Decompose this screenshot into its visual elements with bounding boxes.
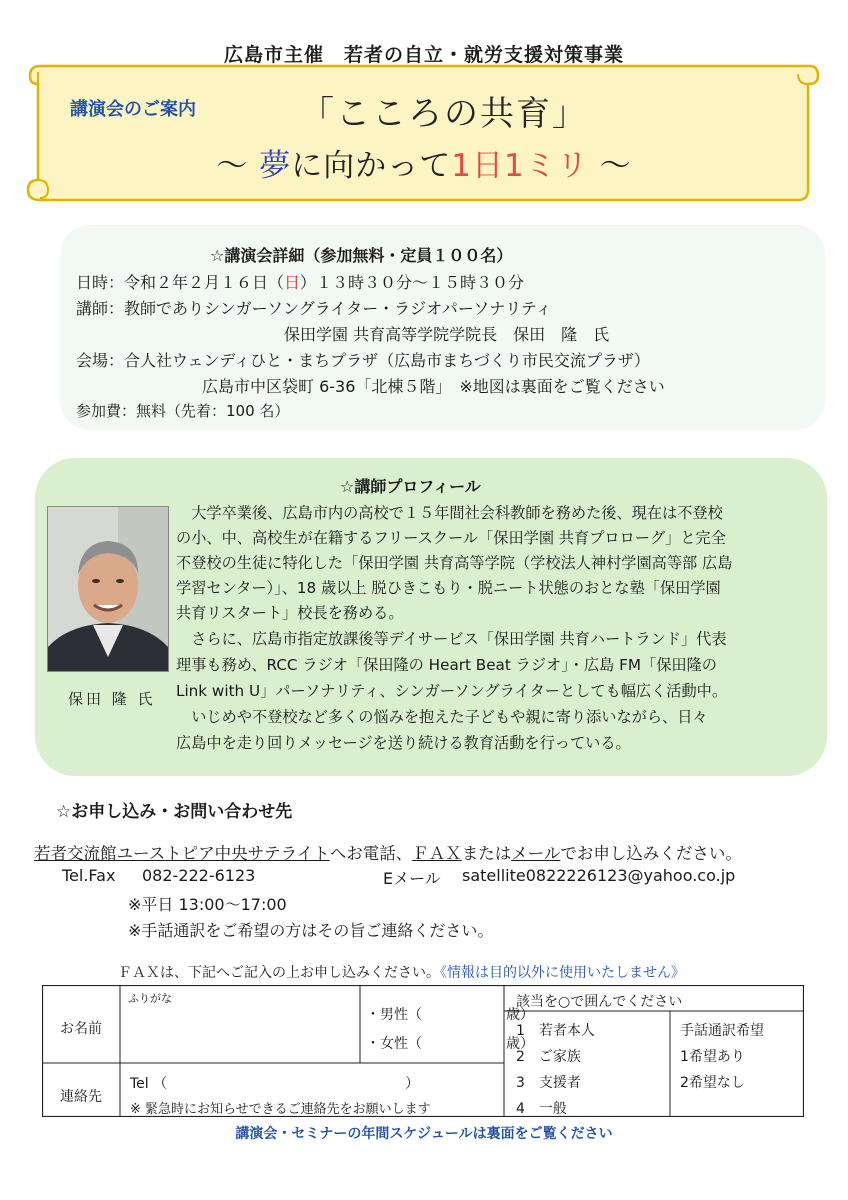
details-heading: ☆講演会詳細（参加無料・定員１００名）: [210, 246, 513, 265]
furigana-label: ふりがな: [128, 992, 172, 1005]
name-label: お名前: [60, 1021, 102, 1037]
profile-line: 共育リスタート」校長を務める。: [176, 604, 404, 622]
contact-heading: ☆お申し込み・お問い合わせ先: [56, 802, 293, 822]
office-hours: ※平日 13:00〜17:00: [128, 895, 287, 914]
sign-option[interactable]: 1希望あり: [680, 1049, 745, 1065]
profile-line: いじめや不登校など多くの悩みを抱えた子どもや親に寄り添いながら、日々: [176, 708, 708, 726]
mail-word: メール: [511, 844, 561, 863]
option-item[interactable]: 4 一般: [516, 1101, 567, 1117]
speaker-photo: [47, 506, 169, 672]
subtitle-open: 〜: [216, 148, 260, 184]
tel-field[interactable]: Tel （ ）: [130, 1076, 420, 1092]
tel-note: ※ 緊急時にお知らせできるご連絡先をお願いします: [130, 1102, 431, 1117]
sign-option[interactable]: 2希望なし: [680, 1075, 745, 1091]
subtitle-mid: に向かって: [291, 148, 452, 184]
venue-row: 会場：合人社ウェンディひと・まちプラザ（広島市まちづくり市民交流プラザ）: [76, 351, 650, 370]
subtitle-close: 〜: [588, 148, 632, 184]
lecturer-row: 講師：教師でありシンガーソングライター・ラジオパーソナリティ: [76, 299, 552, 318]
fee-row: 参加費：無料（先着：100 名）: [76, 402, 290, 420]
male-option[interactable]: ・男性（ 歳）: [366, 1007, 534, 1023]
profile-heading: ☆講師プロフィール: [340, 477, 481, 496]
email-label: Eメール: [383, 869, 441, 888]
organizer-title: 広島市主催 若者の自立・就労支援対策事業: [223, 44, 624, 66]
profile-line: 学習センター）」、18 歳以上 脱ひきこもり・脱ニート状態のおとな塾「保田学園: [176, 579, 721, 597]
contact-instructions: 若者交流館ユーストピア中央サテライトへお電話、ＦＡＸまたはメールでお申し込みください。: [34, 844, 742, 863]
profile-line: Link with U」パーソナリティ、シンガーソングライターとしても幅広く活動中。: [176, 682, 728, 700]
privacy-note: 《情報は目的以外に使用いたしません》: [440, 965, 685, 981]
option-item[interactable]: 2 ご家族: [516, 1049, 581, 1065]
profile-line: の小、中、高校生が在籍するフリースクール「保田学園 共育プロローグ」と完全: [176, 529, 726, 547]
contact-label: 連絡先: [60, 1089, 102, 1105]
option-item[interactable]: 1 若者本人: [516, 1023, 595, 1039]
footer-note: 講演会・セミナーの年間スケジュールは裏面をご覧ください: [235, 1126, 613, 1142]
telfax-number[interactable]: 082-222-6123: [142, 866, 256, 885]
subtitle-dream: 夢: [259, 148, 292, 184]
female-option[interactable]: ・女性（ 歳）: [366, 1036, 534, 1052]
fax-note: ＦＡＸは、下記へご記入の上お申し込みください。《情報は目的以外に使用いたしません》: [118, 965, 685, 981]
venue-address: 広島市中区袋町 6-36「北棟５階」 ※地図は裏面をご覧ください: [202, 377, 665, 396]
profile-line: さらに、広島市指定放課後等デイサービス「保田学園 共育ハートランド」代表: [176, 630, 727, 648]
org-name: 若者交流館ユーストピア中央サテライト: [34, 844, 330, 863]
sunday-marker: 日: [284, 273, 301, 292]
lecturer-name: 保田学園 共育高等学院学院長 保田 隆 氏: [284, 325, 610, 344]
email-address[interactable]: satellite0822226123@yahoo.co.jp: [462, 866, 736, 885]
telfax-label: Tel.Fax: [62, 866, 116, 885]
profile-line: 広島中を走り回りメッセージを送り続ける教育活動を行っている。: [176, 734, 631, 752]
applicable-heading: 該当を○で囲んでください: [516, 994, 683, 1010]
banner-label: 講演会のご案内: [70, 99, 196, 120]
option-item[interactable]: 3 支援者: [516, 1075, 581, 1091]
subtitle-highlight: 1日1ミリ: [451, 148, 589, 184]
sign-heading: 手話通訳希望: [680, 1023, 764, 1039]
profile-line: 大学卒業後、広島市内の高校で１５年間社会科教師を務めた後、現在は不登校: [176, 504, 723, 522]
photo-caption: 保田 隆 氏: [68, 690, 156, 708]
profile-line: 不登校の生徒に特化した「保田学園 共育高等学院（学校法人神村学園高等部 広島: [176, 554, 733, 572]
event-subtitle: [0, 140, 848, 185]
sign-language-note: ※手話通訳をご希望の方はその旨ご連絡ください。: [128, 921, 494, 940]
event-title: 「こころの共育」: [300, 94, 588, 134]
fax-word: ＦＡＸ: [412, 844, 462, 863]
datetime-row: 日時：令和２年２月１６日（日）１３時３０分〜１５時３０分: [76, 273, 525, 292]
profile-line: 理事も務め、RCC ラジオ「保田隆の Heart Beat ラジオ」・広島 FM「保田隆の: [176, 656, 717, 674]
